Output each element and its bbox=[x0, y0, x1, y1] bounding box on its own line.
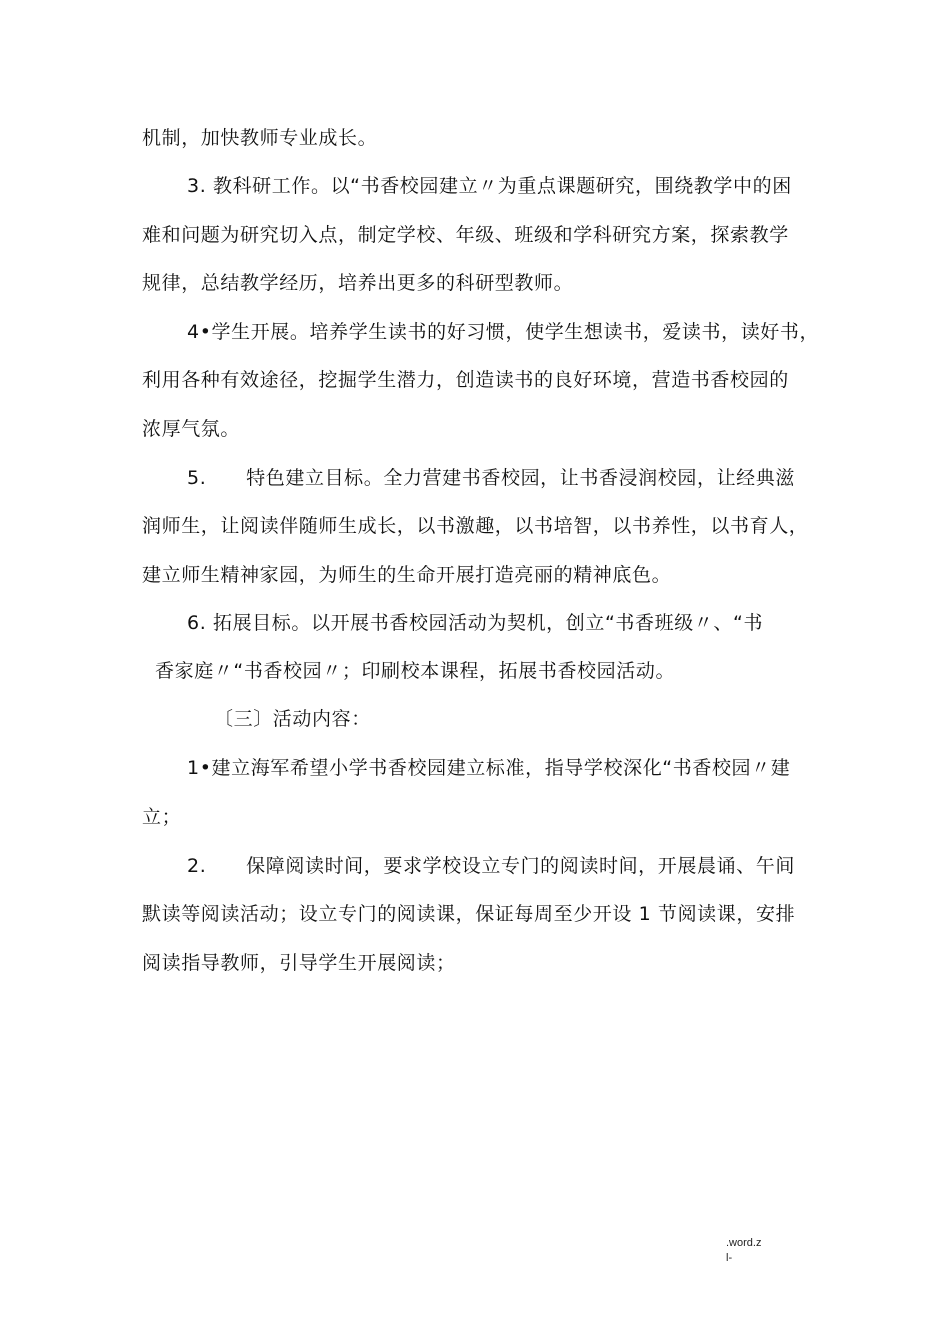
text-line: 4•学生开展。培养学生读书的好习惯，使学生想读书，爱读书，读好书， bbox=[187, 321, 820, 343]
text-line: 立； bbox=[142, 806, 182, 828]
text-line: 默读等阅读活动；设立专门的阅读课，保证每周至少开设 1 节阅读课，安排 bbox=[142, 903, 796, 925]
text-line: 香家庭〃“书香校园〃；印刷校本课程，拓展书香校园活动。 bbox=[155, 660, 676, 682]
text-line: 3. 教科研工作。以“书香校园建立〃为重点课题研究，围绕教学中的困 bbox=[187, 175, 792, 197]
text-line: 建立师生精神家园，为师生的生命开展打造亮丽的精神底色。 bbox=[142, 564, 672, 586]
text-line: 机制，加快教师专业成长。 bbox=[142, 127, 378, 149]
text-line: 利用各种有效途径，挖掘学生潜力，创造读书的良好环境，营造书香校园的 bbox=[142, 369, 789, 391]
text-line: 浓厚气氛。 bbox=[142, 418, 241, 440]
footer-text: l- bbox=[726, 1252, 733, 1264]
text-line: 阅读指导教师，引导学生开展阅读； bbox=[142, 952, 456, 974]
section-heading: 〔三〕活动内容： bbox=[214, 708, 371, 730]
text-line: 规律，总结教学经历，培养出更多的科研型教师。 bbox=[142, 272, 574, 294]
text-line: 难和问题为研究切入点，制定学校、年级、班级和学科研究方案，探索教学 bbox=[142, 224, 789, 246]
text-line: 1•建立海军希望小学书香校园建立标准，指导学校深化“书香校园〃建 bbox=[187, 757, 791, 779]
text-line: 5. 特色建立目标。全力营建书香校园，让书香浸润校园，让经典滋 bbox=[187, 467, 795, 489]
text-line: 2. 保障阅读时间，要求学校设立专门的阅读时间，开展晨诵、午间 bbox=[187, 855, 795, 877]
text-line: 6. 拓展目标。以开展书香校园活动为契机，创立“书香班级〃、“书 bbox=[187, 612, 764, 634]
footer-text: .word.z bbox=[726, 1237, 762, 1249]
text-line: 润师生，让阅读伴随师生成长，以书激趣，以书培智，以书养性，以书育人， bbox=[142, 515, 809, 537]
